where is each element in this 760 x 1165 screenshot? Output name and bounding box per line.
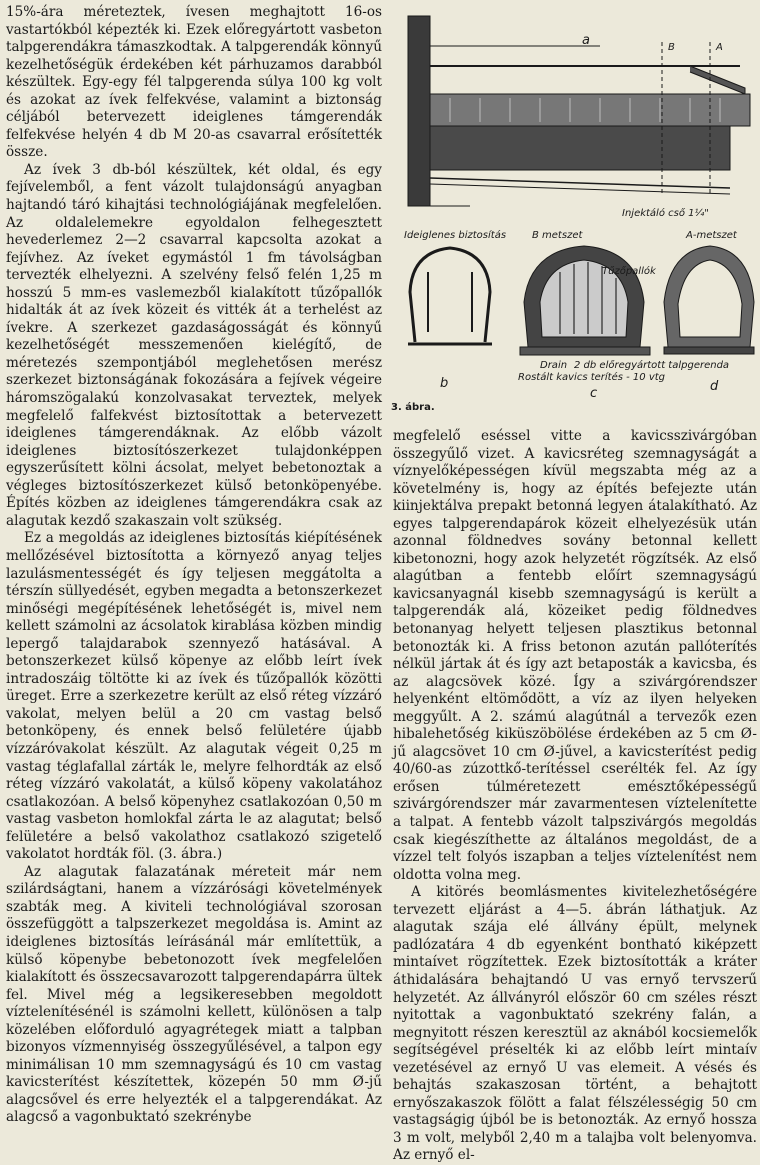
label-drain: Drain [540,360,568,371]
paragraph: A kitörés beomlásmentes kivitelezhetőségére tervezett eljárást a 4—5. ábrán láthatjuk. Az alagutak szája elé állvány épült, melynek padlózatára 4 db egyenként bontható kiképzett mintaívet rögzítettek. Ezek biztosították a kráter áthidalására behajtandó U vas ernyő tervszerű helyzetét. Az állványról először 60 cm széles részt nyitottak a vagonbuktató szekrény falán, a megnyitott részen keresztül az aknából kocsiemelők segítségével préselték ki az előbb leírt mintaív vezetésével az ernyő U vas elemeit. A vésés és behajtás szakaszosan történt, a behajtott ernyőszakaszok fölött a falat félszélességig 50 cm vastagságig újból be is betonozták. Az ernyő hossza 3 m volt, melyből 2,40 m a talajba volt belenyomva. Az ernyő el- [393,884,757,1164]
paragraph: Az alagutak falazatának méreteit már nem szilárdságtani, hanem a vízzárósági követelmények szabták meg. A kiviteli technológiával szorosan összefüggött a talpszerkezet megoldása is. Amint az ideiglenes biztosítás leírásánál már említettük, a külső köpenybe bebetonozott ívek megfelelően kialakított és összecsavarozott talpgerendapárra ültek fel. Mivel még a legsikeresebben megoldott víztelenítésénél is számolni kellett, különösen a talp közelében előforduló agyagrétegek miatt a talpban bizonyos vízmennyiség összegyűlésével, a talpon egy minimálisan 10 mm szemnagyságú és 10 cm vastag kavicsterítést készítettek, közepén 50 mm Ø-jű alagcsővel és erre helyezték el a talpgerendákat. Az alagcső a vagonbuktató szekrénybe [6,863,382,1126]
label-a: a [582,33,590,48]
shaft-wall [408,16,430,206]
label-b: b [440,376,449,391]
figure-caption: 3. ábra. [391,402,435,413]
paragraph: Az ívek 3 db-ból készültek, két oldal, és egy fejívelemből, a fent vázolt tulajdonságú anyagban hajtandó táró kihajtási technológiájának megfelelően. Az oldalelemekre egyoldalon felhegesztett hevederlemez 2—2 csavarral kapcsolta azokat a fejívhez. Az íveket egymástól 1 fm távolságban tervezték elhelyezni. A szelvény felső felén 1,25 m hosszú 5 mm-es vaslemezből kialakított tűzőpallók hidalták át az ívek közeit és vitték át a terhelést az ívekre. A szerkezet gazdaságosságát és könnyű kezelhetőségét messzemenően kielégítő, de méretezés szempontjából meglehetősen merész szerkezet biztonságának fokozására a fejívek végeire háromszögalakú konzolvasakat terveztek, melyek megfelelő falfekvést biztosítottak a betervezett ideiglenes támgerendáknak. Az előbb vázolt ideiglenes biztosítószerkezet tulajdonképpen egyszerűsített kölni ácsolat, melyet bebetonoztak a végleges biztosítószerkezet külső betonköpenyébe. Építés közben az ideiglenes támgerendákra csak az alagutak kezdő szakaszain volt szükség. [6,161,382,529]
label-a-section: A-metszet [686,230,737,241]
paragraph: Ez a megoldás az ideiglenes biztosítás kiépítésének mellőzésével biztosította a környező anyag teljes lazulásmentességét és így teljesen meggátolta a térszín süllyedését, egyben megadta a betonszerkezet minőségi megépítésének lehetőségét is, mivel nem kellett számolni az ácsolatok kirablása közben mindig lepergő talajdarabok szennyező hatásával. A betonszerkezet külső köpenye az előbb leírt ívek intradoszáig töltötte ki az ívek és tűzőpallók közötti üreget. Erre a szerkezetre került az első réteg vízzáró vakolat, melyen belül a 20 cm vastag belső betonköpeny, és ennek belső felületére újabb vízzáróvakolat készült. Az alagutak végeit 0,25 m vastag téglafallal zárták le, melyre felhordták az első réteg vízzáró vakolatát, a külső köpeny vakolatához csatlakozóan. A belső köpenyhez csatlakozóan 0,50 m vastag vasbeton homlokfal zárta le az alagutat; belső felületére a belső vakolathoz csatlakozó szigetelő vakolatot hordták föl. (3. ábra.) [6,530,382,863]
right-text-column [393,428,757,1165]
a-section-drawing [664,246,754,354]
label-tuzopallok: Tűzőpallók [602,266,656,277]
longitudinal-section [408,16,750,206]
label-c: c [590,386,598,401]
left-text-column [6,4,382,1127]
label-d: d [710,379,719,394]
label-section-b: B [668,42,675,53]
label-section-a: A [716,42,723,53]
temporary-support-section [408,248,492,344]
paragraph: 15%-ára méreteztek, ívesen meghajtott 16-os vastartókból képezték ki. Ezek előregyártott vasbeton talpgerendákra támaszkodtak. A talpgerendák könnyű kezelhetőségük érdekében két párhuzamos darabból készültek. Egy-egy fél talpgerenda súlya 100 kg volt és azokat az ívek felfekvése, valamint a biztonság céljából betervezett ideiglenes támgerendák felfekvése helyén 4 db M 20-as csavarral erősítették össze. [6,4,382,161]
b-section-drawing [520,246,650,355]
paragraph: megfelelő eséssel vitte a kavicsszivárgóban összegyűlő vizet. A kavicsréteg szemnagyságát a víznyelőképességen kívül megszabta még az a követelmény is, hogy az építés befejezte után kiinjektálva prepakt betonná legyen átalakítható. Az egyes talpgerendapárok közeit elhelyezésük után azonnal földnedves sovány betonnal kellett kibetonozni, hogy azok helyzetét rögzítsék. Az első alagútban a fentebb előírt szemnagyságú kavicsanyagnál kisebb szemnagyságú is került a talpgerendák alá, közeiket pedig földnedves betonanyag helyett teljesen plasztikus betonnal betonozták ki. A friss betonon azután pallóterítés nélkül jártak át és így azt betaposták a kavicsba, és az alagcsövek közé. Így a szivárgórendszer helyenként eltömődött, a víz az ilyen helyeken meggyűlt. A 2. számú alagútnál a tervezők ezen hibalehetőség kiküszöbölése érdekében az 5 cm Ø-jű alagcsövet 10 cm Ø-jűvel, a kavicsterítést pedig 40/60-as zúzottkő-terítéssel cserélték fel. Az így erősen túlméretezett emésztőképességű szivárgórendszer már zavarmentesen víztelenítette a talpat. A fentebb vázolt talpszivárgós megoldás csak kiegészíthette az általános megoldást, de a vízzel telt folyós iszapban a teljes víztelenítést nem oldotta volna meg. [393,428,757,883]
label-gravel: Rostált kavics terítés - 10 vtg [518,372,666,383]
tunnel-cross-section-diagram [390,2,758,402]
label-temporary-support: Ideiglenes biztosítás [404,230,507,241]
figure-3-drawing [390,2,758,422]
label-talpgerenda: 2 db előregyártott talpgerenda [574,360,730,371]
label-injector-pipe: Injektáló cső 1¼" [622,208,709,219]
label-b-section: B metszet [532,230,583,241]
